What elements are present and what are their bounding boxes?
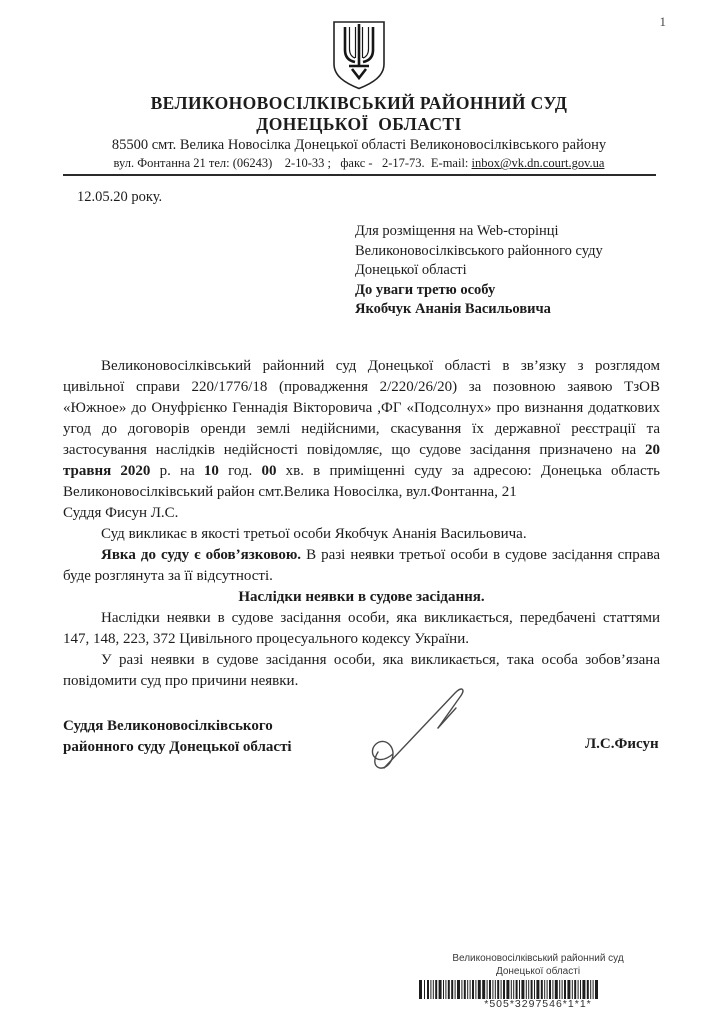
judge-signature-name: Л.С.Фисун [585,736,659,752]
signature-title-line2: районного суду Донецької області [63,739,292,755]
recipient-block [355,222,658,320]
footer-court-oblast: Донецької області [495,965,581,977]
body-paragraph-case-notice [63,356,660,503]
contact-text: вул. Фонтанна 21 тел: (06243) 2-10-33 ; факс - 2-17-73. E-mail: [113,156,472,171]
barcode-digits: *505*3297546*1*1* [484,998,592,1010]
document-barcode-icon [419,980,657,999]
handwritten-signature-mark [348,676,488,776]
attendance-consequence-text: В разі неявки третьої особи в судове засідання справа буде розглянута за її відсутності. [63,546,660,584]
signature-title-line1: Суддя Великоновосілківського [63,718,273,734]
court-name-line1: ВЕЛИКОНОВОСІЛКІВСЬКИЙ РАЙОННИЙ СУД [150,93,568,113]
court-address: 85500 смт. Велика Новосілка Донецької області Великоновосілківського району [111,137,607,154]
hearing-date: 20 травня 2020 [63,441,660,479]
signature-title-block [63,716,292,758]
case-notice-text: Великоновосілківський районний суд Донецької області в зв’язку з розглядом цивільної справи 220/1776/18 (провадження 2/220/26/20) за позовною заявою ТзОВ «Южное» до Онуфрієнко Геннадія Вікторовича ,ФГ «Подсолнух» про визнання додаткових угод до договорів оренди землі недійсними, скасування їх державної реєстрації та застосування наслідків недійсності повідомляє, що судове засідання призначено на [63,357,660,458]
ukraine-trident-emblem-icon [331,20,387,90]
case-notice-text: год. [218,462,262,479]
judge-line: Суддя Фисун Л.С. [63,504,179,521]
body-paragraph-summons: Суд викликає в якості третьої особи Якобчук Ананія Васильовича. [101,525,527,542]
attendance-mandatory-text: Явка до суду є обов’язковою. [101,546,302,563]
court-name-line2: ДОНЕЦЬКОЇ ОБЛАСТІ [256,113,462,134]
document-date: 12.05.20 року. [77,189,163,206]
document-footer [415,953,661,1011]
recipient-attention-line: До уваги третю особу [355,281,496,298]
document-header [0,0,718,176]
case-notice-text: р. на [150,462,204,479]
case-notice-text: хв. в приміщенні суду за адресою: Донецька область Великоновосілківський район смт.Велика Новосілка, вул.Фонтанна, 21 [63,462,661,500]
footer-court-name: Великоновосілківський районний суд [452,953,624,964]
page-number: 1 [659,14,666,29]
hearing-minute: 00 [261,462,277,479]
hearing-hour: 10 [203,462,219,479]
body-paragraph-notify: У разі неявки в судове засідання особи, яка викликається, така особа зобов’язана повідомити суд про причини неявки. [63,651,660,689]
court-contact-line [0,156,718,171]
body-paragraph-attendance [63,545,660,587]
recipient-line-court: Великоновосілківського районного суду [355,242,603,259]
consequences-heading: Наслідки неявки в судове засідання. [238,588,485,605]
recipient-line-purpose: Для розміщення на Web-сторінці [355,223,559,240]
court-email: inbox@vk.dn.court.gov.ua [471,156,605,171]
document-body [63,356,660,692]
recipient-person-name: Якобчук Ананія Васильовича [355,301,551,318]
body-paragraph-articles: Наслідки неявки в судове засідання особи, яка викликається, передбачені статтями 147, 148, 223, 372 Цивільного процесуального кодексу України. [63,609,660,647]
header-divider-rule [63,174,656,176]
recipient-line-oblast: Донецької області [355,262,467,279]
